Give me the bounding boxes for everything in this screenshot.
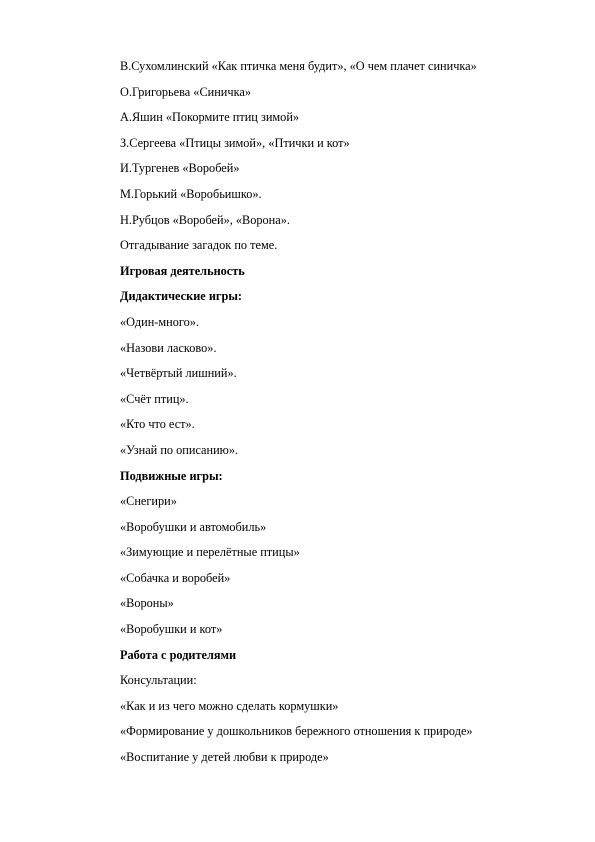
- section-heading: Дидактические игры:: [120, 289, 243, 304]
- text-line: В.Сухомлинский «Как птичка меня будит», «О чем плачет синичка»: [120, 59, 477, 73]
- section-heading: Игровая деятельность: [120, 263, 245, 278]
- text-line: «Как и из чего можно сделать кормушки»: [120, 698, 339, 713]
- text-line: «Вороны»: [120, 596, 174, 611]
- text-line: Консультации:: [120, 673, 197, 688]
- text-line: «Четвёртый лишний».: [120, 366, 237, 381]
- text-line: «Зимующие и перелётные птицы»: [120, 545, 300, 560]
- text-line: Отгадывание загадок по теме.: [120, 238, 278, 253]
- section-heading: Работа с родителями: [120, 647, 237, 662]
- text-line: «Один-много».: [120, 314, 199, 329]
- text-line: З.Сергеева «Птицы зимой», «Птички и кот»: [120, 135, 350, 150]
- text-line: О.Григорьева «Синичка»: [120, 84, 251, 99]
- text-line: «Счёт птиц».: [120, 391, 189, 406]
- text-line: «Снегири»: [120, 494, 177, 509]
- section-heading: Подвижные игры:: [120, 468, 223, 483]
- text-line: «Собачка и воробей»: [120, 570, 231, 585]
- text-line: Н.Рубцов «Воробей», «Ворона».: [120, 212, 290, 227]
- text-line: «Формирование у дошкольников бережного отношения к природе»: [120, 724, 473, 739]
- text-line: «Кто что ест».: [120, 417, 195, 432]
- text-line: «Воробушки и кот»: [120, 622, 223, 637]
- document-body: [120, 57, 580, 774]
- text-line: «Назови ласково».: [120, 340, 217, 355]
- text-line: А.Яшин «Покормите птиц зимой»: [120, 110, 300, 125]
- text-line: М.Горький «Воробьишко».: [120, 186, 262, 201]
- text-line: «Воспитание у детей любви к природе»: [120, 750, 329, 765]
- text-line: «Воробушки и автомобиль»: [120, 519, 267, 534]
- text-line: И.Тургенев «Воробей»: [120, 161, 240, 176]
- text-line: «Узнай по описанию».: [120, 442, 239, 457]
